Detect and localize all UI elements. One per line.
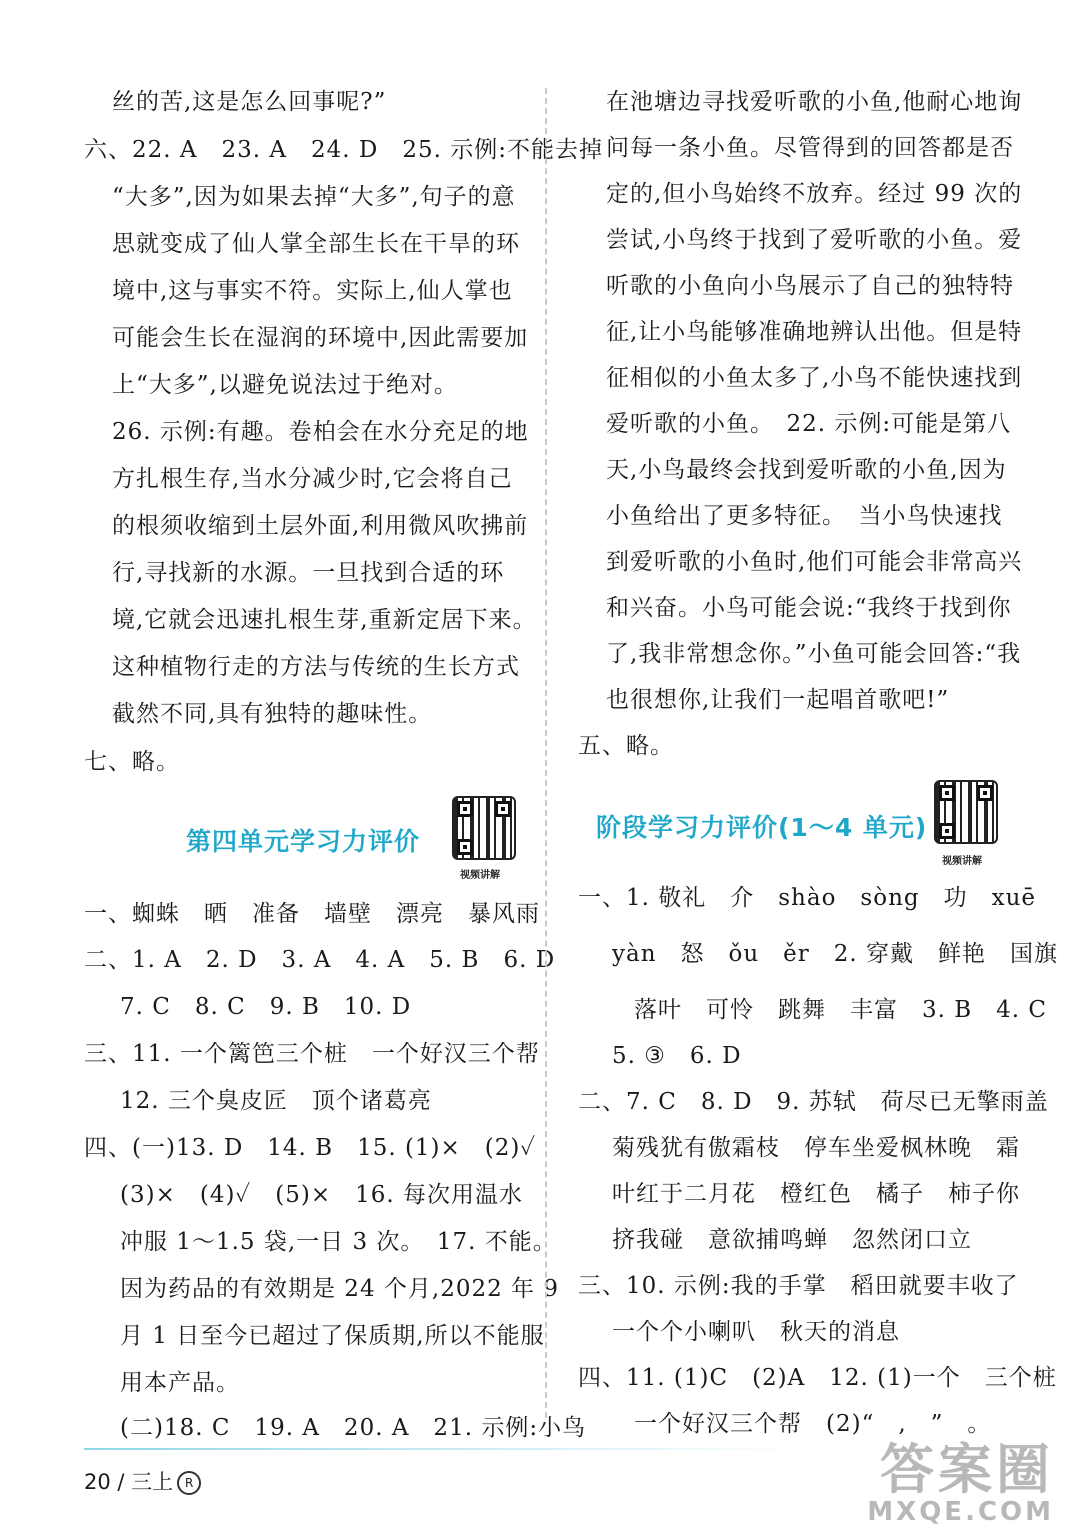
text-line: 和兴奋。小鸟可能会说:“我终于找到你	[606, 595, 1012, 621]
qr-finder-icon	[939, 785, 955, 801]
text-line: 境,它就会迅速扎根生芽,重新定居下来。	[112, 607, 537, 633]
text-line: (二)18. C 19. A 20. A 21. 示例:小鸟	[120, 1415, 587, 1441]
text-line: 听歌的小鱼向小鸟展示了自己的独特特	[606, 273, 1014, 299]
text-line: 方扎根生存,当水分减少时,它会将自己	[112, 466, 513, 492]
text-line: “大多”,因为如果去掉“大多”,句子的意	[112, 184, 516, 210]
text-line: 用本产品。	[120, 1370, 240, 1396]
text-line: 征,让小鸟能够准确地辨认出他。但是特	[606, 319, 1023, 345]
text-line: 一、蜘蛛 晒 准备 墙壁 漂亮 暴风雨	[84, 901, 540, 927]
text-line: 冲服 1～1.5 袋,一日 3 次。 17. 不能。	[120, 1229, 557, 1255]
text-line: 7. C 8. C 9. B 10. D	[120, 994, 412, 1020]
column-divider	[545, 88, 547, 1418]
page-number-text: 20 / 三上	[84, 1470, 174, 1494]
qr-finder-icon	[495, 801, 511, 817]
text-line: 在池塘边寻找爱听歌的小鱼,他耐心地询	[606, 89, 1023, 115]
text-line: 这种植物行走的方法与传统的生长方式	[112, 654, 520, 680]
text-line: 可能会生长在湿润的环境中,因此需要加	[112, 325, 529, 351]
text-line: 尝试,小鸟终于找到了爱听歌的小鱼。爱	[606, 227, 1023, 253]
text-line: yàn 怒 ǒu ěr 2. 穿戴 鲜艳 国旗	[612, 941, 1059, 967]
text-line: 问每一条小鱼。尽管得到的回答都是否	[606, 135, 1014, 161]
edition-badge: R	[177, 1471, 201, 1495]
unit4-title: 第四单元学习力评价	[186, 827, 421, 856]
page-number	[84, 1466, 201, 1496]
footer-rule	[84, 1448, 804, 1450]
qr-code-icon[interactable]	[452, 796, 516, 860]
text-line: 截然不同,具有独特的趣味性。	[112, 701, 433, 727]
text-line: 二、1. A 2. D 3. A 4. A 5. B 6. D	[84, 947, 556, 973]
stage-title: 阶段学习力评价(1～4 单元)	[596, 813, 928, 842]
text-line: 到爱听歌的小鱼时,他们可能会非常高兴	[606, 549, 1023, 575]
qr-finder-icon	[457, 801, 473, 817]
text-line: 四、11. (1)C (2)A 12. (1)一个 三个桩	[578, 1365, 1057, 1391]
text-line: 的根须收缩到土层外面,利用微风吹拂前	[112, 513, 529, 539]
text-line: (3)× (4)✓ (5)× 16. 每次用温水	[120, 1182, 524, 1208]
qr-caption: 视频讲解	[460, 870, 500, 881]
watermark-url: MXQE.COM	[867, 1497, 1054, 1527]
text-line: 因为药品的有效期是 24 个月,2022 年 9	[120, 1276, 559, 1302]
text-line: 上“大多”,以避免说法过于绝对。	[112, 372, 458, 398]
text-line: 了,我非常想念你。”小鱼可能会回答:“我	[606, 641, 1022, 667]
text-line: 小鱼给出了更多特征。 当小鸟快速找	[606, 503, 1003, 529]
text-line: 5. ③ 6. D	[612, 1043, 742, 1069]
text-line: 月 1 日至今已超过了保质期,所以不能服	[120, 1323, 545, 1349]
text-line: 思就变成了仙人掌全部生长在干旱的环	[112, 231, 520, 257]
text-line: 丝的苦,这是怎么回事呢?”	[112, 89, 387, 115]
text-line: 三、10. 示例:我的手掌 稻田就要丰收了	[578, 1273, 1019, 1299]
text-line: 境中,这与事实不符。实际上,仙人掌也	[112, 278, 513, 304]
watermark	[867, 1438, 1054, 1527]
text-line: 一个个小喇叭 秋天的消息	[612, 1319, 900, 1345]
text-line: 12. 三个臭皮匠 顶个诸葛亮	[120, 1088, 432, 1114]
qr-finder-icon	[939, 823, 955, 839]
text-line: 二、7. C 8. D 9. 苏轼 荷尽已无擎雨盖	[578, 1089, 1049, 1115]
text-line: 落叶 可怜 跳舞 丰富 3. B 4. C	[634, 997, 1048, 1023]
watermark-logo-text: 答案圈	[880, 1438, 1054, 1501]
text-line: 七、略。	[84, 749, 180, 775]
text-line: 爱听歌的小鱼。 22. 示例:可能是第八	[606, 411, 1012, 437]
qr-finder-icon	[977, 785, 993, 801]
text-line: 行,寻找新的水源。一旦找到合适的环	[112, 560, 505, 586]
text-line: 天,小鸟最终会找到爱听歌的小鱼,因为	[606, 457, 1007, 483]
qr-code-icon[interactable]	[934, 780, 998, 844]
text-line: 挤我碰 意欲捕鸣蝉 忽然闭口立	[612, 1227, 972, 1253]
text-line: 也很想你,让我们一起唱首歌吧!”	[606, 687, 950, 713]
text-line: 一个好汉三个帮 (2)“ , ” 。	[634, 1411, 992, 1437]
text-line: 五、略。	[578, 733, 674, 759]
text-line: 三、11. 一个篱笆三个桩 一个好汉三个帮	[84, 1041, 540, 1067]
text-line: 一、1. 敬礼 介 shào sòng 功 xuē	[578, 885, 1037, 911]
qr-finder-icon	[457, 839, 473, 855]
text-line: 叶红于二月花 橙红色 橘子 柿子你	[612, 1181, 1020, 1207]
text-line: 26. 示例:有趣。卷柏会在水分充足的地	[112, 419, 529, 445]
text-line: 四、(一)13. D 14. B 15. (1)× (2)✓	[84, 1135, 537, 1161]
text-line: 六、22. A 23. A 24. D 25. 示例:不能去掉	[84, 137, 603, 163]
text-line: 定的,但小鸟始终不放弃。经过 99 次的	[606, 181, 1023, 207]
text-line: 征相似的小鱼太多了,小鸟不能快速找到	[606, 365, 1023, 391]
text-line: 菊残犹有傲霜枝 停车坐爱枫林晚 霜	[612, 1135, 1020, 1161]
qr-caption: 视频讲解	[942, 856, 982, 867]
